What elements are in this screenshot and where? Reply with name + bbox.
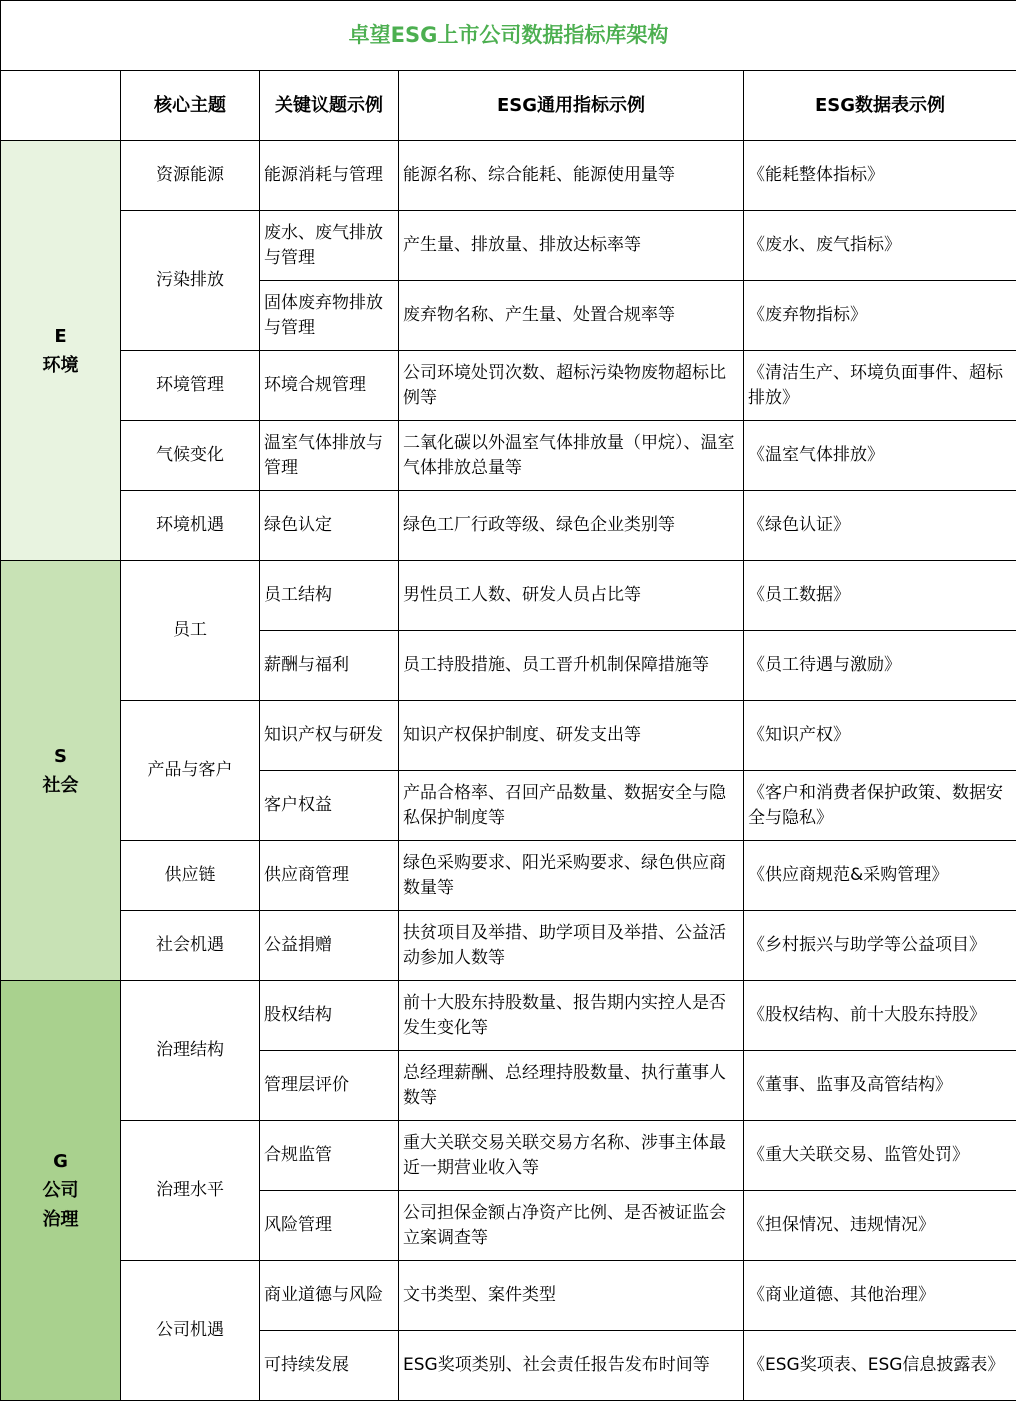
header-issue: 关键议题示例	[260, 71, 399, 141]
theme-cell: 环境机遇	[121, 491, 260, 561]
issue-cell: 商业道德与风险	[260, 1261, 399, 1331]
issue-cell: 固体废弃物排放与管理	[260, 281, 399, 351]
issue-cell: 供应商管理	[260, 841, 399, 911]
metric-cell: 员工持股措施、员工晋升机制保障措施等	[399, 631, 744, 701]
metric-cell: 二氧化碳以外温室气体排放量（甲烷）、温室气体排放总量等	[399, 421, 744, 491]
header-metric: ESG通用指标示例	[399, 71, 744, 141]
theme-cell: 资源能源	[121, 141, 260, 211]
issue-cell: 能源消耗与管理	[260, 141, 399, 211]
sheet-cell: 《员工待遇与激励》	[744, 631, 1016, 701]
issue-cell: 薪酬与福利	[260, 631, 399, 701]
table-row	[1, 911, 1016, 981]
sheet-cell: 《能耗整体指标》	[744, 141, 1016, 211]
table-row	[1, 421, 1016, 491]
metric-cell: 扶贫项目及举措、助学项目及举措、公益活动参加人数等	[399, 911, 744, 981]
metric-cell: 男性员工人数、研发人员占比等	[399, 561, 744, 631]
theme-cell: 气候变化	[121, 421, 260, 491]
table-row	[1, 841, 1016, 911]
sheet-cell: 《乡村振兴与助学等公益项目》	[744, 911, 1016, 981]
issue-cell: 风险管理	[260, 1191, 399, 1261]
metric-cell: 废弃物名称、产生量、处置合规率等	[399, 281, 744, 351]
theme-cell: 污染排放	[121, 211, 260, 351]
sheet-cell: 《温室气体排放》	[744, 421, 1016, 491]
table-row	[1, 351, 1016, 421]
metric-cell: ESG奖项类别、社会责任报告发布时间等	[399, 1331, 744, 1401]
table-row	[1, 981, 1016, 1051]
header-sheet: ESG数据表示例	[744, 71, 1016, 141]
metric-cell: 绿色采购要求、阳光采购要求、绿色供应商数量等	[399, 841, 744, 911]
category-social	[1, 561, 121, 981]
sheet-cell: 《清洁生产、环境负面事件、超标排放》	[744, 351, 1016, 421]
metric-cell: 重大关联交易关联交易方名称、涉事主体最近一期营业收入等	[399, 1121, 744, 1191]
table-row	[1, 141, 1016, 211]
header-theme: 核心主题	[121, 71, 260, 141]
metric-cell: 总经理薪酬、总经理持股数量、执行董事人数等	[399, 1051, 744, 1121]
metric-cell: 公司担保金额占净资产比例、是否被证监会立案调查等	[399, 1191, 744, 1261]
metric-cell: 知识产权保护制度、研发支出等	[399, 701, 744, 771]
table-row	[1, 701, 1016, 771]
issue-cell: 股权结构	[260, 981, 399, 1051]
table-row	[1, 211, 1016, 281]
issue-cell: 客户权益	[260, 771, 399, 841]
sheet-cell: 《董事、监事及高管结构》	[744, 1051, 1016, 1121]
issue-cell: 废水、废气排放与管理	[260, 211, 399, 281]
sheet-cell: 《ESG奖项表、ESG信息披露表》	[744, 1331, 1016, 1401]
metric-cell: 产生量、排放量、排放达标率等	[399, 211, 744, 281]
theme-cell: 产品与客户	[121, 701, 260, 841]
table-row	[1, 491, 1016, 561]
category-environment	[1, 141, 121, 561]
sheet-cell: 《员工数据》	[744, 561, 1016, 631]
table-row	[1, 1261, 1016, 1331]
sheet-cell: 《绿色认证》	[744, 491, 1016, 561]
issue-cell: 公益捐赠	[260, 911, 399, 981]
header-category	[1, 71, 121, 141]
issue-cell: 环境合规管理	[260, 351, 399, 421]
issue-cell: 绿色认定	[260, 491, 399, 561]
sheet-cell: 《重大关联交易、监管处罚》	[744, 1121, 1016, 1191]
category-name-line2: 治理	[42, 1209, 79, 1230]
category-name: 社会	[42, 774, 79, 796]
issue-cell: 合规监管	[260, 1121, 399, 1191]
table-row	[1, 561, 1016, 631]
category-name: 环境	[42, 354, 79, 376]
theme-cell: 公司机遇	[121, 1261, 260, 1401]
sheet-cell: 《担保情况、违规情况》	[744, 1191, 1016, 1261]
theme-cell: 环境管理	[121, 351, 260, 421]
sheet-cell: 《商业道德、其他治理》	[744, 1261, 1016, 1331]
table-title: 卓望ESG上市公司数据指标库架构	[1, 1, 1016, 71]
category-code: E	[54, 325, 67, 347]
header-row	[1, 71, 1016, 141]
theme-cell: 员工	[121, 561, 260, 701]
category-name-line1: 公司	[42, 1180, 79, 1201]
table-row	[1, 1121, 1016, 1191]
metric-cell: 能源名称、综合能耗、能源使用量等	[399, 141, 744, 211]
theme-cell: 治理水平	[121, 1121, 260, 1261]
sheet-cell: 《股权结构、前十大股东持股》	[744, 981, 1016, 1051]
category-code: G	[53, 1151, 68, 1172]
metric-cell: 公司环境处罚次数、超标污染物废物超标比例等	[399, 351, 744, 421]
issue-cell: 管理层评价	[260, 1051, 399, 1121]
theme-cell: 治理结构	[121, 981, 260, 1121]
metric-cell: 绿色工厂行政等级、绿色企业类别等	[399, 491, 744, 561]
sheet-cell: 《供应商规范&采购管理》	[744, 841, 1016, 911]
metric-cell: 文书类型、案件类型	[399, 1261, 744, 1331]
sheet-cell: 《废水、废气指标》	[744, 211, 1016, 281]
metric-cell: 产品合格率、召回产品数量、数据安全与隐私保护制度等	[399, 771, 744, 841]
issue-cell: 温室气体排放与管理	[260, 421, 399, 491]
sheet-cell: 《客户和消费者保护政策、数据安全与隐私》	[744, 771, 1016, 841]
category-governance	[1, 981, 121, 1401]
sheet-cell: 《知识产权》	[744, 701, 1016, 771]
issue-cell: 员工结构	[260, 561, 399, 631]
category-code: S	[54, 745, 67, 767]
metric-cell: 前十大股东持股数量、报告期内实控人是否发生变化等	[399, 981, 744, 1051]
issue-cell: 可持续发展	[260, 1331, 399, 1401]
theme-cell: 供应链	[121, 841, 260, 911]
issue-cell: 知识产权与研发	[260, 701, 399, 771]
theme-cell: 社会机遇	[121, 911, 260, 981]
sheet-cell: 《废弃物指标》	[744, 281, 1016, 351]
